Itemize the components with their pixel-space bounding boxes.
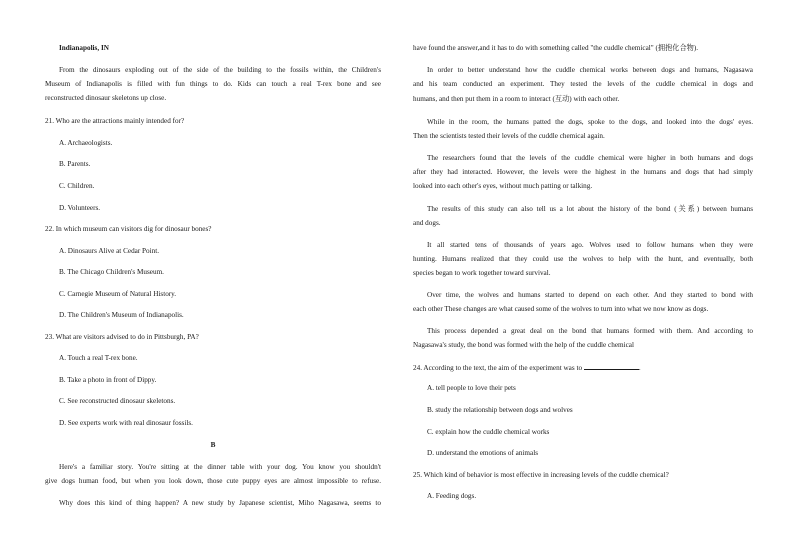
option: D. understand the emotions of animals <box>427 449 538 457</box>
paragraph-line: and dogs. <box>413 219 441 227</box>
option: A. Feeding dogs. <box>427 492 477 500</box>
question-23: 23. What are visitors advised to do in Pittsburgh, PA? <box>45 333 199 341</box>
option: B. study the relationship between dogs and wolves <box>427 406 573 414</box>
section-b-heading: B <box>210 441 216 449</box>
paragraph-line: Why does this kind of thing happen? A new study by Japanese scientist, Miho Nagasawa, seems to <box>59 499 381 507</box>
paragraph-line: have found the answer,and it has to do with something called "the cuddle chemical" (拥抱化合物). <box>413 44 699 52</box>
paragraph-line: hunting. Humans realized that they could use the wolves to help with the hunt, and eventually, both <box>413 255 753 263</box>
paragraph-line: looked into each other's eyes, without much patting or talking. <box>413 182 593 190</box>
question-25: 25. Which kind of behavior is most effective in increasing levels of the cuddle chemical? <box>413 471 669 479</box>
option: A. tell people to love their pets <box>427 384 516 392</box>
option: A. Dinosaurs Alive at Cedar Point. <box>59 247 160 255</box>
paragraph-line: Nagasawa's study, the bond was formed with the help of the cuddle chemical <box>413 341 634 349</box>
paragraph-line: From the dinosaurs exploding out of the side of the building to the fossils within, the Children's <box>59 66 381 74</box>
paragraph-line: Museum of Indianapolis is filled with fun things to do. Kids can touch a real T-rex bone and see <box>45 80 381 88</box>
option: C. Children. <box>59 182 95 190</box>
question-21: 21. Who are the attractions mainly intended for? <box>45 117 185 125</box>
option: C. explain how the cuddle chemical works <box>427 428 550 436</box>
paragraph-line: reconstructed dinosaur skeletons up close. <box>45 94 167 102</box>
option: A. Touch a real T-rex bone. <box>59 354 138 362</box>
option: B. Parents. <box>59 160 91 168</box>
option: D. Volunteers. <box>59 204 101 212</box>
paragraph-line: species began to work together toward survival. <box>413 269 551 277</box>
paragraph-line: The researchers found that the levels of the cuddle chemical were higher in both humans and dogs <box>427 154 753 162</box>
paragraph-line: give dogs human food, but when you look down, those cute puppy eyes are almost impossible to refuse. <box>45 477 381 485</box>
paragraph-line: humans, and then put them in a room to interact (互动) with each other. <box>413 95 620 103</box>
question-24-text: 24. According to the text, the aim of the experiment was to <box>413 364 583 372</box>
paragraph-line: Then the scientists tested their levels of the cuddle chemical again. <box>413 132 605 140</box>
paragraph-line: Here's a familiar story. You're sitting at the dinner table with your dog. You know you shouldn't <box>59 463 381 471</box>
option: B. Take a photo in front of Dippy. <box>59 376 157 384</box>
question-22: 22. In which museum can visitors dig for dinosaur bones? <box>45 225 212 233</box>
paragraph-line: Over time, the wolves and humans started to depend on each other. And they started to bond with <box>427 291 753 299</box>
paragraph-line: This process depended a great deal on the bond that humans formed with them. And according to <box>427 327 753 335</box>
option: C. Carnegie Museum of Natural History. <box>59 290 177 298</box>
paragraph-line: In order to better understand how the cuddle chemical works between dogs and humans, Nagasawa <box>427 66 753 74</box>
paragraph-line: each other These changes are what caused some of the wolves to turn into what we now know as dogs. <box>413 305 709 313</box>
answer-blank <box>584 363 639 370</box>
question-24 <box>413 363 753 373</box>
paragraph-line: and his team conducted an experiment. They tested the levels of the cuddle chemical in dogs and <box>413 80 753 88</box>
paragraph-line: It all started tens of thousands of years ago. Wolves used to follow humans when they were <box>427 241 753 249</box>
paragraph-line: The results of this study can also tell us a lot about the history of the bond (关系) between humans <box>427 205 753 213</box>
paragraph-line: While in the room, the humans patted the dogs, spoke to the dogs, and looked into the dogs' eyes. <box>427 118 753 126</box>
option: C. See reconstructed dinosaur skeletons. <box>59 397 176 405</box>
option: D. See experts work with real dinosaur fossils. <box>59 419 193 427</box>
option: B. The Chicago Children's Museum. <box>59 268 164 276</box>
option: A. Archaeologists. <box>59 139 113 147</box>
question-24-end: . <box>638 364 641 372</box>
passage-heading: Indianapolis, IN <box>59 44 109 52</box>
paragraph-line: after they had interacted. However, the levels were the highest in the humans and dogs that had simply <box>413 168 753 176</box>
option: D. The Children's Museum of Indianapolis. <box>59 311 184 319</box>
